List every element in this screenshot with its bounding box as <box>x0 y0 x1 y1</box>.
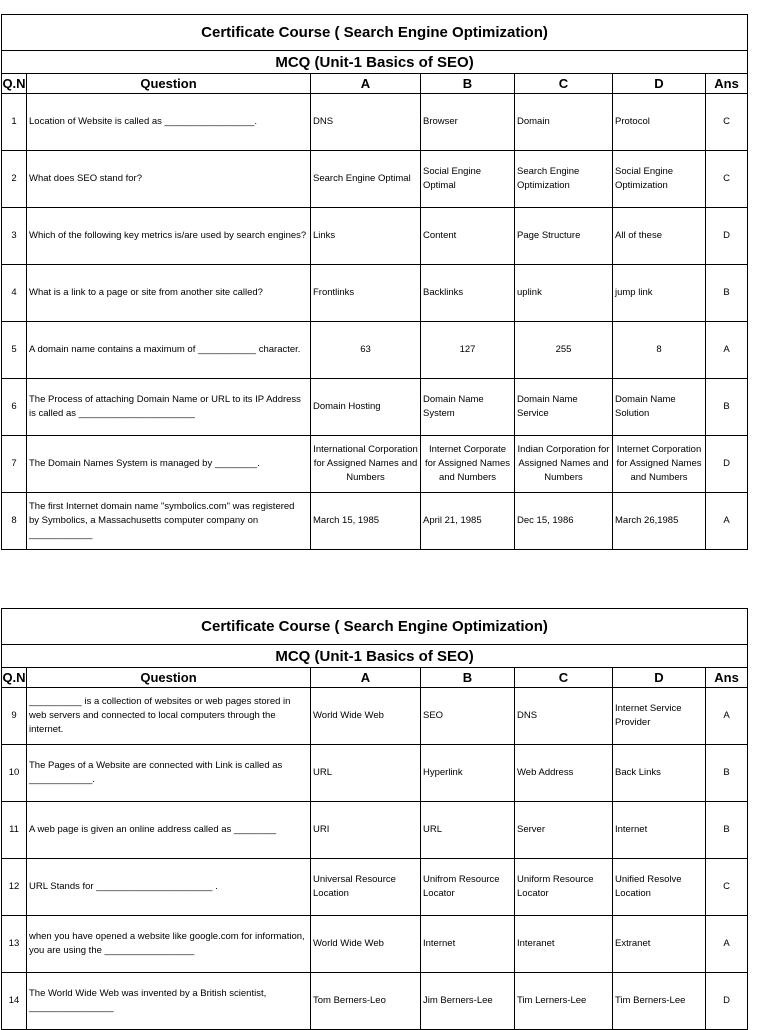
question-text: A web page is given an online address called as ________ <box>27 802 311 859</box>
option-d: Unified Resolve Location <box>613 859 706 916</box>
question-row <box>2 802 748 859</box>
header-d: D <box>613 74 706 94</box>
answer: D <box>706 436 748 493</box>
option-b: Jim Berners-Lee <box>421 973 515 1030</box>
header-b: B <box>421 668 515 688</box>
question-number: 3 <box>2 208 27 265</box>
mcq-sheet-2 <box>1 608 748 1030</box>
option-b: Internet <box>421 916 515 973</box>
answer: C <box>706 94 748 151</box>
answer: C <box>706 859 748 916</box>
header-d: D <box>613 668 706 688</box>
option-c: Uniform Resource Locator <box>515 859 613 916</box>
question-row <box>2 322 748 379</box>
option-c: Domain <box>515 94 613 151</box>
option-a: URL <box>311 745 421 802</box>
answer: A <box>706 688 748 745</box>
option-c: Tim Lerners-Lee <box>515 973 613 1030</box>
question-row <box>2 859 748 916</box>
answer: B <box>706 745 748 802</box>
option-c: Indian Corporation for Assigned Names and Numbers <box>515 436 613 493</box>
option-c: Dec 15, 1986 <box>515 493 613 550</box>
header-b: B <box>421 74 515 94</box>
answer: A <box>706 493 748 550</box>
question-row <box>2 493 748 550</box>
question-text: A domain name contains a maximum of ___________ character. <box>27 322 311 379</box>
header-a: A <box>311 74 421 94</box>
option-c: uplink <box>515 265 613 322</box>
header-ans: Ans <box>706 74 748 94</box>
header-qn: Q.N <box>2 74 27 94</box>
answer: B <box>706 802 748 859</box>
option-d: 8 <box>613 322 706 379</box>
option-d: Protocol <box>613 94 706 151</box>
question-row <box>2 208 748 265</box>
option-c: Server <box>515 802 613 859</box>
option-a: Tom Berners-Leo <box>311 973 421 1030</box>
question-text: Which of the following key metrics is/are used by search engines? <box>27 208 311 265</box>
question-row <box>2 973 748 1030</box>
answer: B <box>706 265 748 322</box>
option-d: Back Links <box>613 745 706 802</box>
option-c: Search Engine Optimization <box>515 151 613 208</box>
option-b: Browser <box>421 94 515 151</box>
question-text: The Domain Names System is managed by ________. <box>27 436 311 493</box>
option-d: March 26,1985 <box>613 493 706 550</box>
option-d: Domain Name Solution <box>613 379 706 436</box>
sheet-subtitle: MCQ (Unit-1 Basics of SEO) <box>2 51 748 74</box>
option-c: Interanet <box>515 916 613 973</box>
question-number: 12 <box>2 859 27 916</box>
question-text: when you have opened a website like google.com for information, you are using the _________________ <box>27 916 311 973</box>
sheet-title: Certificate Course ( Search Engine Optimization) <box>2 609 748 645</box>
option-b: Content <box>421 208 515 265</box>
question-number: 13 <box>2 916 27 973</box>
option-c: Page Structure <box>515 208 613 265</box>
option-b: Unifrom Resource Locator <box>421 859 515 916</box>
question-row <box>2 436 748 493</box>
question-row <box>2 265 748 322</box>
question-text: __________ is a collection of websites or web pages stored in web servers and connected to local computers through the internet. <box>27 688 311 745</box>
header-question: Question <box>27 74 311 94</box>
option-d: Internet <box>613 802 706 859</box>
header-c: C <box>515 668 613 688</box>
header-c: C <box>515 74 613 94</box>
option-a: Search Engine Optimal <box>311 151 421 208</box>
option-a: 63 <box>311 322 421 379</box>
question-row <box>2 745 748 802</box>
question-number: 2 <box>2 151 27 208</box>
question-row <box>2 94 748 151</box>
mcq-sheet-1 <box>1 14 748 550</box>
question-text: URL Stands for ______________________ . <box>27 859 311 916</box>
question-number: 1 <box>2 94 27 151</box>
option-d: Internet Service Provider <box>613 688 706 745</box>
option-a: Frontlinks <box>311 265 421 322</box>
header-ans: Ans <box>706 668 748 688</box>
option-b: Social Engine Optimal <box>421 151 515 208</box>
question-row <box>2 151 748 208</box>
answer: D <box>706 973 748 1030</box>
question-number: 10 <box>2 745 27 802</box>
question-number: 6 <box>2 379 27 436</box>
option-a: March 15, 1985 <box>311 493 421 550</box>
question-number: 4 <box>2 265 27 322</box>
option-d: Extranet <box>613 916 706 973</box>
question-number: 11 <box>2 802 27 859</box>
answer: C <box>706 151 748 208</box>
question-row <box>2 379 748 436</box>
option-b: Domain Name System <box>421 379 515 436</box>
header-qn: Q.N <box>2 668 27 688</box>
option-b: SEO <box>421 688 515 745</box>
option-c: 255 <box>515 322 613 379</box>
option-b: Backlinks <box>421 265 515 322</box>
option-a: Universal Resource Location <box>311 859 421 916</box>
option-b: Hyperlink <box>421 745 515 802</box>
question-text: What does SEO stand for? <box>27 151 311 208</box>
question-number: 7 <box>2 436 27 493</box>
option-b: 127 <box>421 322 515 379</box>
answer: B <box>706 379 748 436</box>
question-number: 14 <box>2 973 27 1030</box>
option-a: URI <box>311 802 421 859</box>
option-a: International Corporation for Assigned Names and Numbers <box>311 436 421 493</box>
option-a: World Wide Web <box>311 916 421 973</box>
question-number: 5 <box>2 322 27 379</box>
option-d: Internet Corporation for Assigned Names and Numbers <box>613 436 706 493</box>
option-a: Domain Hosting <box>311 379 421 436</box>
answer: A <box>706 916 748 973</box>
option-b: URL <box>421 802 515 859</box>
option-a: World Wide Web <box>311 688 421 745</box>
question-row <box>2 916 748 973</box>
header-question: Question <box>27 668 311 688</box>
question-text: The Pages of a Website are connected with Link is called as ____________. <box>27 745 311 802</box>
question-row <box>2 688 748 745</box>
question-text: The World Wide Web was invented by a British scientist, ________________ <box>27 973 311 1030</box>
option-d: Social Engine Optimization <box>613 151 706 208</box>
question-text: The first Internet domain name "symbolics.com" was registered by Symbolics, a Massachusetts computer company on ____________ <box>27 493 311 550</box>
question-text: The Process of attaching Domain Name or URL to its IP Address is called as ______________________ <box>27 379 311 436</box>
option-b: Internet Corporate for Assigned Names and Numbers <box>421 436 515 493</box>
sheet-subtitle: MCQ (Unit-1 Basics of SEO) <box>2 645 748 668</box>
answer: D <box>706 208 748 265</box>
option-c: Domain Name Service <box>515 379 613 436</box>
header-a: A <box>311 668 421 688</box>
question-text: What is a link to a page or site from another site called? <box>27 265 311 322</box>
option-d: jump link <box>613 265 706 322</box>
option-c: Web Address <box>515 745 613 802</box>
option-b: April 21, 1985 <box>421 493 515 550</box>
question-text: Location of Website is called as _________________. <box>27 94 311 151</box>
answer: A <box>706 322 748 379</box>
option-a: Links <box>311 208 421 265</box>
option-d: All of these <box>613 208 706 265</box>
question-number: 8 <box>2 493 27 550</box>
option-a: DNS <box>311 94 421 151</box>
sheet-title: Certificate Course ( Search Engine Optimization) <box>2 15 748 51</box>
option-d: Tim Berners-Lee <box>613 973 706 1030</box>
option-c: DNS <box>515 688 613 745</box>
question-number: 9 <box>2 688 27 745</box>
